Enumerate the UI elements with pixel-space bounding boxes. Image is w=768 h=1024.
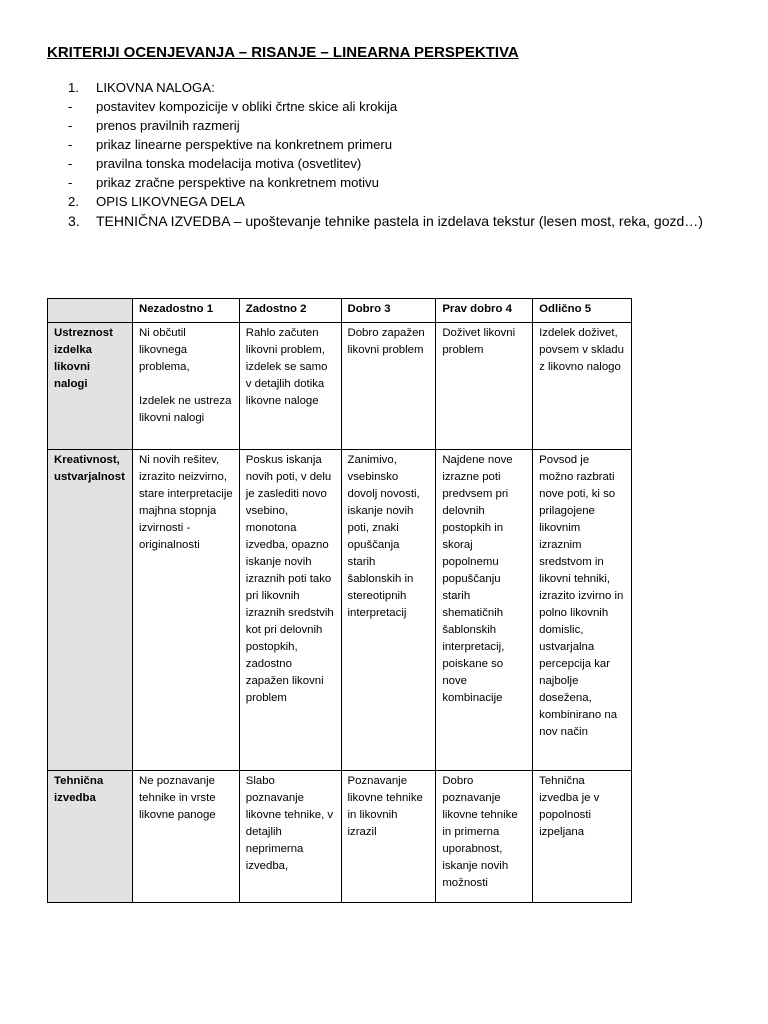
list-item-text: prikaz zračne perspektive na konkretnem motivu: [96, 175, 379, 190]
list-marker: 3.: [68, 213, 80, 229]
table-header-row: [48, 299, 632, 323]
table-cell: Zanimivo, vsebinsko dovolj novosti, iskanje novih poti, znaki opuščanja starih šablonskih in stereotipnih interpretacij: [341, 450, 436, 771]
table-cell: Povsod je možno razbrati nove poti, ki so prilagojene likovnim izraznim sredstvom in likovni tehniki, izrazito izvirno in polno likovnih domislic, ustvarjalna percepcija kar najbolje dosežena, kombinirano na nov način: [533, 450, 632, 771]
page-title: KRITERIJI OCENJEVANJA – RISANJE – LINEARNA PERSPEKTIVA: [47, 44, 519, 61]
table-cell: Rahlo začuten likovni problem, izdelek se samo v detajlih dotika likovne naloge: [239, 323, 341, 450]
criteria-list: [68, 78, 758, 231]
table-row: [48, 771, 632, 903]
cell-text: Izdelek ne ustreza likovni nalogi: [138, 395, 232, 424]
table-cell: Ni novih rešitev, izrazito neizvirno, stare interpretacije majhna stopnja izvirnosti - originalnosti: [132, 450, 239, 771]
list-item: [68, 192, 758, 211]
list-marker: -: [68, 156, 73, 171]
list-item: [68, 135, 758, 154]
list-marker: 1.: [68, 80, 79, 95]
row-label: Ustreznost izdelka likovni nalogi: [48, 323, 133, 450]
table-cell: Ne poznavanje tehnike in vrste likovne panoge: [132, 771, 239, 903]
cell-text: Ni občutil likovnega problema,: [138, 327, 190, 373]
row-label: Tehnična izvedba: [48, 771, 133, 903]
table-header: Nezadostno 1: [132, 299, 239, 323]
list-marker: -: [68, 175, 73, 190]
list-item: [68, 78, 758, 97]
list-item-text: postavitev kompozicije v obliki črtne skice ali krokija: [96, 99, 398, 114]
table-cell: Izdelek doživet, povsem v skladu z likovno nalogo: [533, 323, 632, 450]
table-cell: Tehnična izvedba je v popolnosti izpeljana: [533, 771, 632, 903]
table-cell: Dobro zapažen likovni problem: [341, 323, 436, 450]
table-cell: Doživet likovni problem: [436, 323, 533, 450]
table-corner-cell: [48, 299, 133, 323]
table-header: Dobro 3: [341, 299, 436, 323]
row-label: Kreativnost, ustvarjalnost: [48, 450, 133, 771]
list-item: [68, 212, 758, 231]
table-header: Odlično 5: [533, 299, 632, 323]
table-cell: Poznavanje likovne tehnike in likovnih izrazil: [341, 771, 436, 903]
list-item-text: prenos pravilnih razmerij: [96, 118, 240, 133]
list-item-text: OPIS LIKOVNEGA DELA: [96, 194, 245, 209]
table-header: Zadostno 2: [239, 299, 341, 323]
table-row: [48, 323, 632, 450]
list-item-text: TEHNIČNA IZVEDBA – upoštevanje tehnike pastela in izdelava tekstur (lesen most, reka, gozd…): [96, 213, 703, 229]
grading-table: [47, 298, 632, 903]
list-marker: -: [68, 137, 73, 152]
table-row: [48, 450, 632, 771]
table-header: Prav dobro 4: [436, 299, 533, 323]
table-cell: Najdene nove izrazne poti predvsem pri delovnih postopkih in skoraj popolnemu popuščanju starih shematičnih šablonskih interpretacij, poiskane so nove kombinacije: [436, 450, 533, 771]
list-marker: 2.: [68, 194, 79, 209]
list-item-text: LIKOVNA NALOGA:: [96, 80, 215, 95]
list-marker: -: [68, 99, 73, 114]
list-item: [68, 116, 758, 135]
list-marker: -: [68, 118, 73, 133]
list-item: [68, 154, 758, 173]
list-item-text: prikaz linearne perspektive na konkretnem primeru: [96, 137, 393, 152]
list-item-text: pravilna tonska modelacija motiva (osvetlitev): [96, 156, 362, 171]
table-cell: Slabo poznavanje likovne tehnike, v detajlih neprimerna izvedba,: [239, 771, 341, 903]
table-cell: Poskus iskanja novih poti, v delu je zaslediti novo vsebino, monotona izvedba, opazno iskanje novih izraznih poti tako pri likovnih izraznih sredstvih kot pri delovnih postopkih, zadostno zapažen likovni problem: [239, 450, 341, 771]
list-item: [68, 173, 758, 192]
list-item: [68, 97, 758, 116]
table-cell: Dobro poznavanje likovne tehnike in primerna uporabnost, iskanje novih možnosti: [436, 771, 533, 903]
table-cell: [132, 323, 239, 450]
